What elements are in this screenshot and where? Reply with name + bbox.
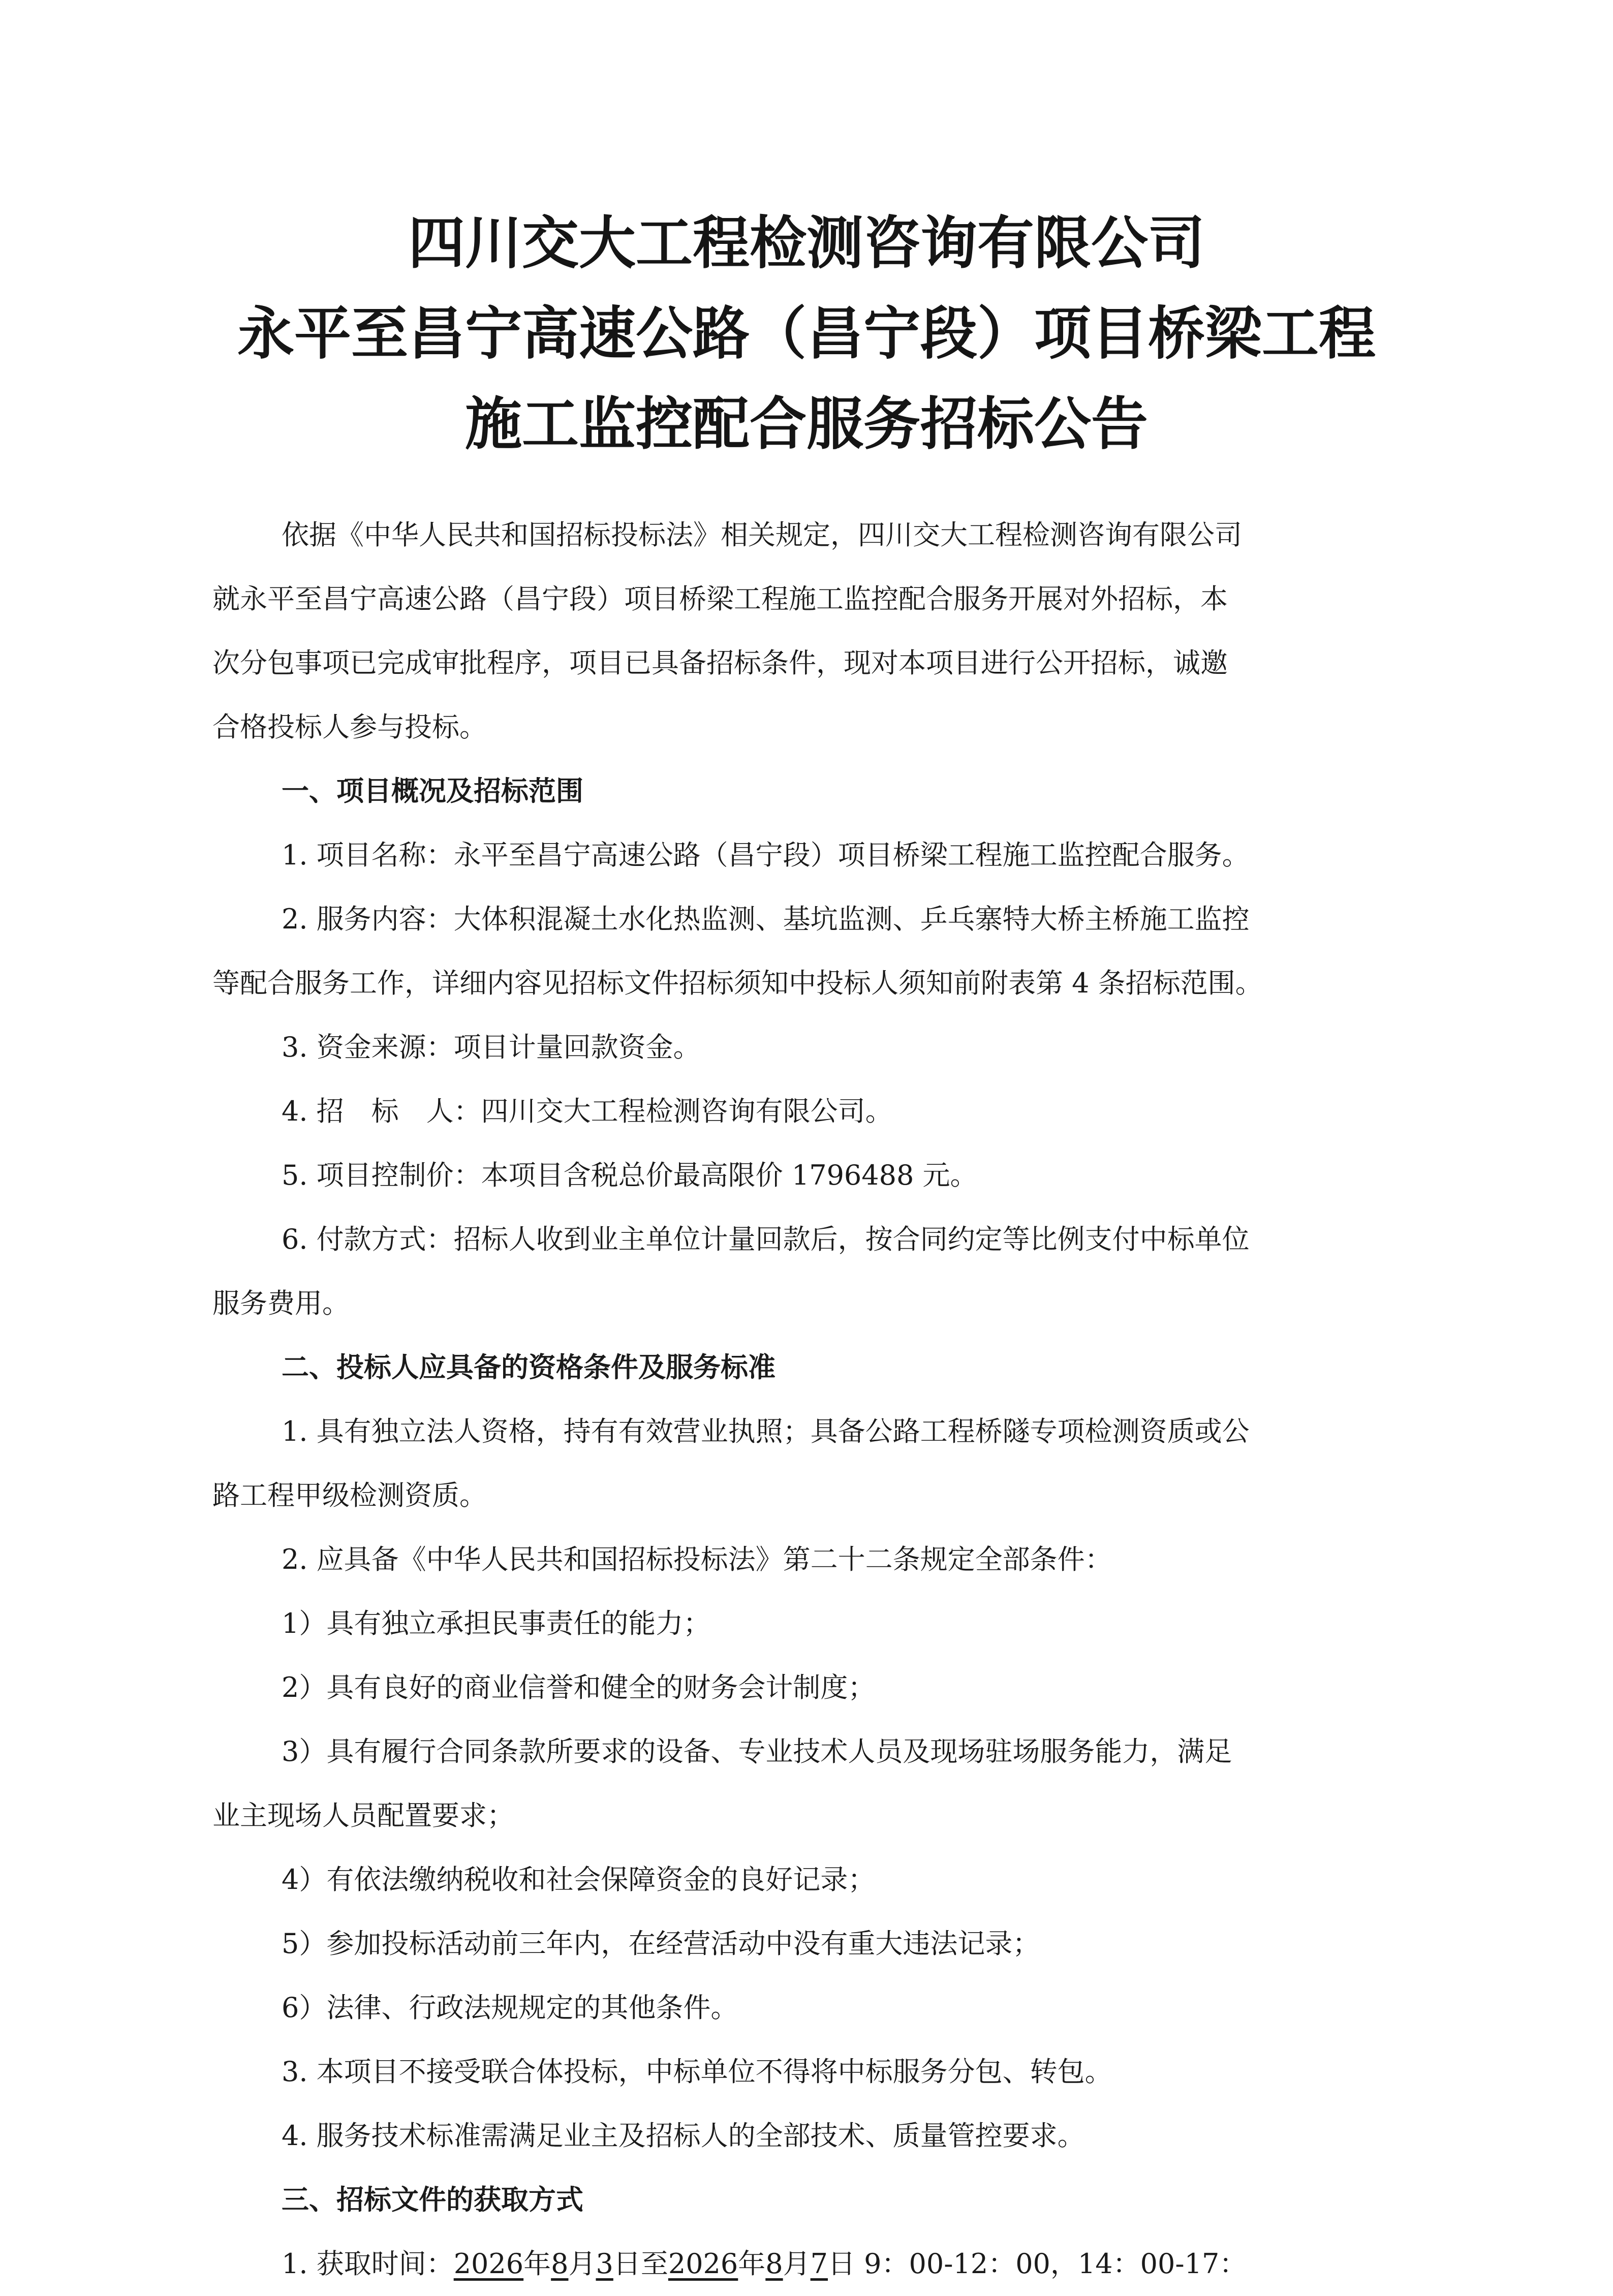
- end-year: 2026: [668, 2248, 738, 2280]
- section2-item: [212, 1400, 1404, 1528]
- section2-item: 4. 服务技术标准需满足业主及招标人的全部技术、质量管控要求。: [282, 2120, 1085, 2152]
- section1-item: 1. 项目名称：永平至昌宁高速公路（昌宁段）项目桥梁工程施工监控配合服务。: [282, 839, 1250, 871]
- end-day: 7: [810, 2248, 828, 2280]
- section2-subitem: 6）法律、行政法规规定的其他条件。: [282, 1992, 738, 2024]
- acquisition-hours: 9：00-12：00，14：00-17：: [864, 2248, 1247, 2280]
- start-month: 8: [551, 2248, 569, 2280]
- item-line: 3）具有履行合同条款所要求的设备、专业技术人员及现场驻场服务能力，满足: [282, 1735, 1232, 1767]
- section3-heading: 三、招标文件的获取方式: [282, 2184, 583, 2216]
- section2-subitem: 4）有依法缴纳税收和社会保障资金的良好记录；: [282, 1864, 876, 1896]
- intro-line: 次分包事项已完成审批程序，项目已具备招标条件，现对本项目进行公开招标，诚邀: [212, 647, 1228, 679]
- start-year: 2026: [453, 2248, 524, 2280]
- title-notice: 施工监控配合服务招标公告: [465, 391, 1148, 457]
- date-unit: 日: [828, 2248, 855, 2280]
- section2-heading: 二、投标人应具备的资格条件及服务标准: [282, 1351, 776, 1383]
- date-unit: 月: [783, 2248, 811, 2280]
- section2-subitem: [212, 1720, 1404, 1848]
- section2-subitem: 5）参加投标活动前三年内，在经营活动中没有重大违法记录；: [282, 1928, 1040, 1960]
- title-project: 永平至昌宁高速公路（昌宁段）项目桥梁工程: [237, 301, 1376, 367]
- item-line: 路工程甲级检测资质。: [212, 1479, 487, 1511]
- document-title: [0, 198, 1613, 470]
- section2-item: 3. 本项目不接受联合体投标，中标单位不得将中标服务分包、转包。: [282, 2056, 1112, 2088]
- section1-item: 4. 招 标 人：四川交大工程检测咨询有限公司。: [282, 1095, 893, 1127]
- date-unit: 月: [568, 2248, 596, 2280]
- section1-item: 5. 项目控制价：本项目含税总价最高限价 1796488 元。: [282, 1159, 978, 1191]
- intro-line: 依据《中华人民共和国招标投标法》相关规定，四川交大工程检测咨询有限公司: [282, 519, 1242, 551]
- section1-item: 3. 资金来源：项目计量回款资金。: [282, 1031, 701, 1063]
- date-unit: 年: [523, 2248, 551, 2280]
- section2-item: 2. 应具备《中华人民共和国招标投标法》第二十二条规定全部条件：: [282, 1543, 1112, 1575]
- item-line: 6. 付款方式：招标人收到业主单位计量回款后，按合同约定等比例支付中标单位: [282, 1223, 1250, 1255]
- document-body: [212, 503, 1404, 2296]
- item-line: 2. 服务内容：大体积混凝土水化热监测、基坑监测、乒乓寨特大桥主桥施工监控: [282, 903, 1250, 935]
- title-company: 四川交大工程检测咨询有限公司: [408, 210, 1205, 276]
- section2-subitem: 1）具有独立承担民事责任的能力；: [282, 1607, 711, 1639]
- item-line: 业主现场人员配置要求；: [212, 1799, 514, 1832]
- acquisition-label: 1. 获取时间：: [282, 2248, 454, 2280]
- intro-paragraph: [212, 503, 1404, 759]
- date-unit: 日至: [613, 2248, 668, 2280]
- intro-line: 合格投标人参与投标。: [212, 711, 487, 743]
- section1-heading: 一、项目概况及招标范围: [282, 775, 583, 807]
- section1-item: [212, 887, 1404, 1015]
- section3-item: [212, 2232, 1404, 2296]
- intro-line: 就永平至昌宁高速公路（昌宁段）项目桥梁工程施工监控配合服务开展对外招标，本: [212, 583, 1228, 615]
- section2-subitem: 2）具有良好的商业信誉和健全的财务会计制度；: [282, 1671, 876, 1703]
- section1-item: [212, 1207, 1404, 1336]
- end-month: 8: [765, 2248, 783, 2280]
- date-unit: 年: [738, 2248, 766, 2280]
- item-line: 服务费用。: [212, 1287, 350, 1319]
- start-day: 3: [596, 2248, 613, 2280]
- item-line: 等配合服务工作，详细内容见招标文件招标须知中投标人须知前附表第 4 条招标范围。: [212, 967, 1263, 999]
- item-line: 1. 具有独立法人资格，持有有效营业执照；具备公路工程桥隧专项检测资质或公: [282, 1415, 1250, 1447]
